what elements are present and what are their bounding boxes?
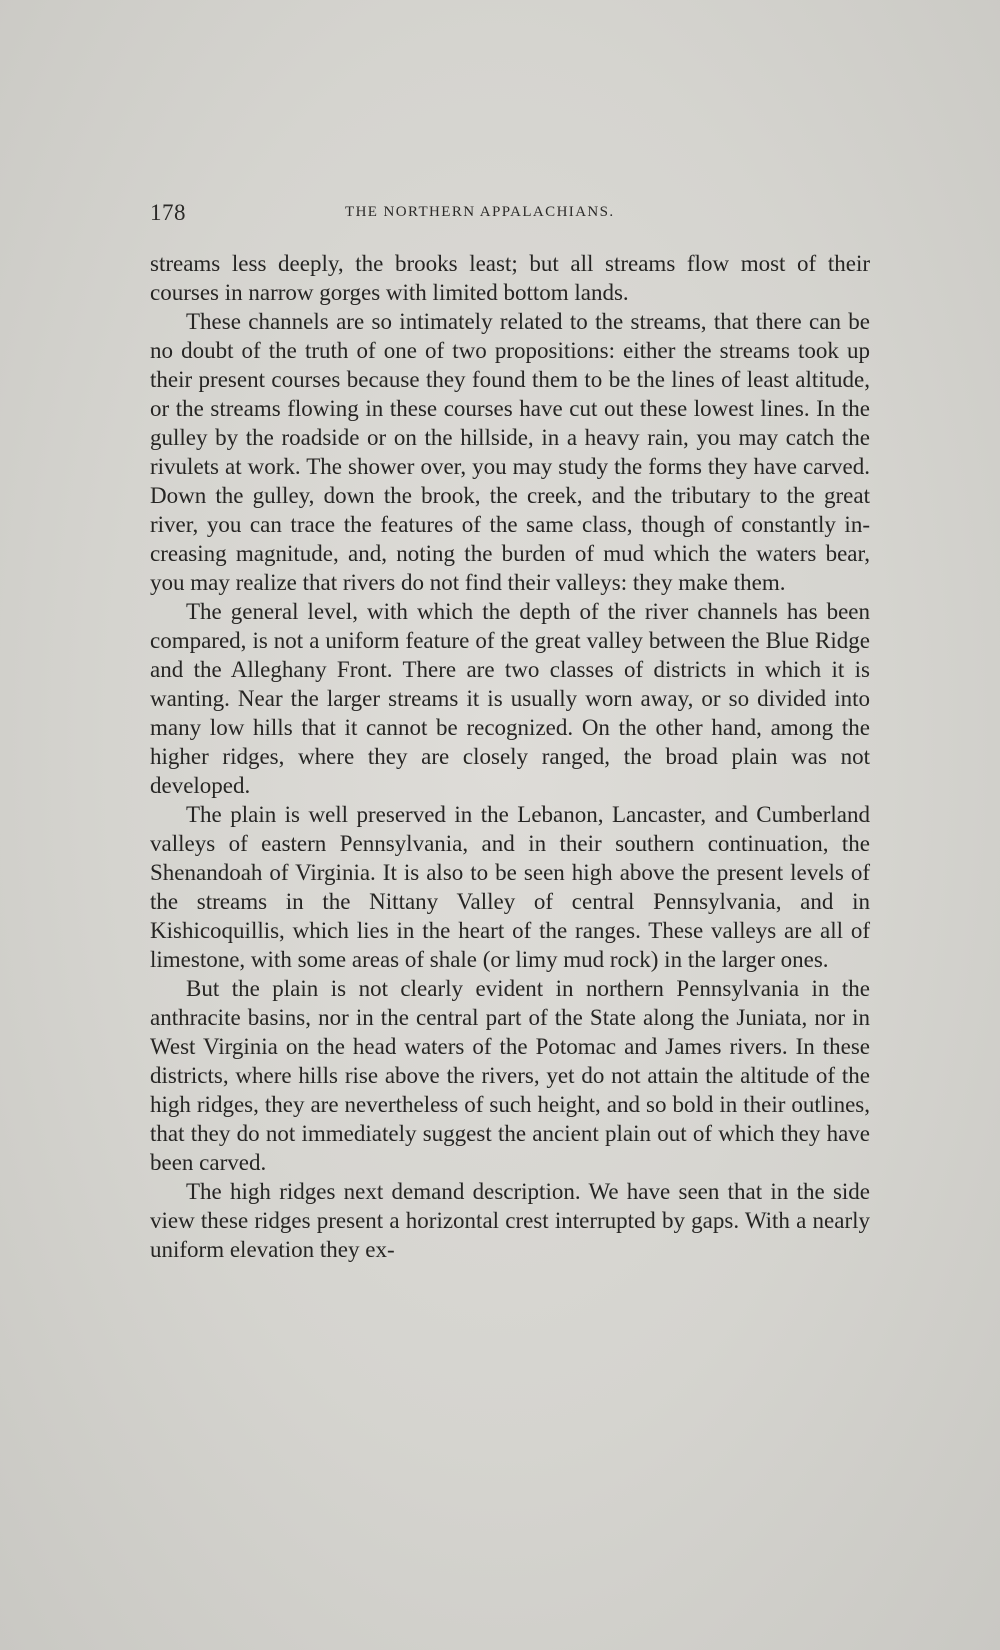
- paragraph-plain-not-evident: But the plain is not clearly evident in northern Pennsylvania in the anthracite basins, nor in the central part of the State along the Juniata, nor in West Virginia on the head waters of the Potomac and James rivers. In these districts, where hills rise above the rivers, yet do not attain the altitude of the high ridges, they are nevertheless of such height, and so bold in their outlines, that they do not immediately suggest the ancient plain out of which they have been carved.: [150, 976, 870, 1175]
- page-header: [150, 200, 875, 234]
- paragraph-continuation: streams less deeply, the brooks least; but all streams flow most of their courses in narrow gorges with limited bottom lands.: [150, 251, 870, 305]
- paragraph-general-level: The general level, with which the depth of the river channels has been compared, is not a uniform feature of the great valley between the Blue Ridge and the Alleghany Front. There are two classes of districts in which it is wanting. Near the larger streams it is usually worn away, or so divided into many low hills that it cannot be recognized. On the other hand, among the higher ridges, where they are closely ranged, the broad plain was not developed.: [150, 599, 870, 798]
- body-text: [150, 249, 870, 1264]
- running-title: THE NORTHERN APPALACHIANS.: [345, 204, 615, 220]
- paragraph-high-ridges: The high ridges next demand description. We have seen that in the side view these ridges present a horizontal crest interrupted by gaps. With a nearly uniform elevation they ex-: [150, 1179, 870, 1262]
- page-number: 178: [150, 200, 186, 225]
- paragraph-channels: These channels are so intimately related to the streams, that there can be no doubt of the truth of one of two propositions: either the streams took up their present courses because they found them to be the lines of least altitude, or the streams flowing in these courses have cut out these lowest lines. In the gulley by the roadside or on the hillside, in a heavy rain, you may catch the rivulets at work. The shower over, you may study the forms they have carved. Down the gulley, down the brook, the creek, and the tributary to the great river, you can trace the features of the same class, though of constantly increasing magnitude, and, noting the burden of mud which the waters bear, you may realize that rivers do not find their valleys: they make them.: [150, 309, 870, 595]
- paragraph-plain-preserved: The plain is well preserved in the Lebanon, Lancaster, and Cumberland valleys of eastern Pennsylvania, and in their southern continuation, the Shenandoah of Virginia. It is also to be seen high above the present levels of the streams in the Nittany Valley of central Pennsylvania, and in Kishicoquillis, which lies in the heart of the ranges. These valleys are all of limestone, with some areas of shale (or limy mud rock) in the larger ones.: [150, 802, 870, 972]
